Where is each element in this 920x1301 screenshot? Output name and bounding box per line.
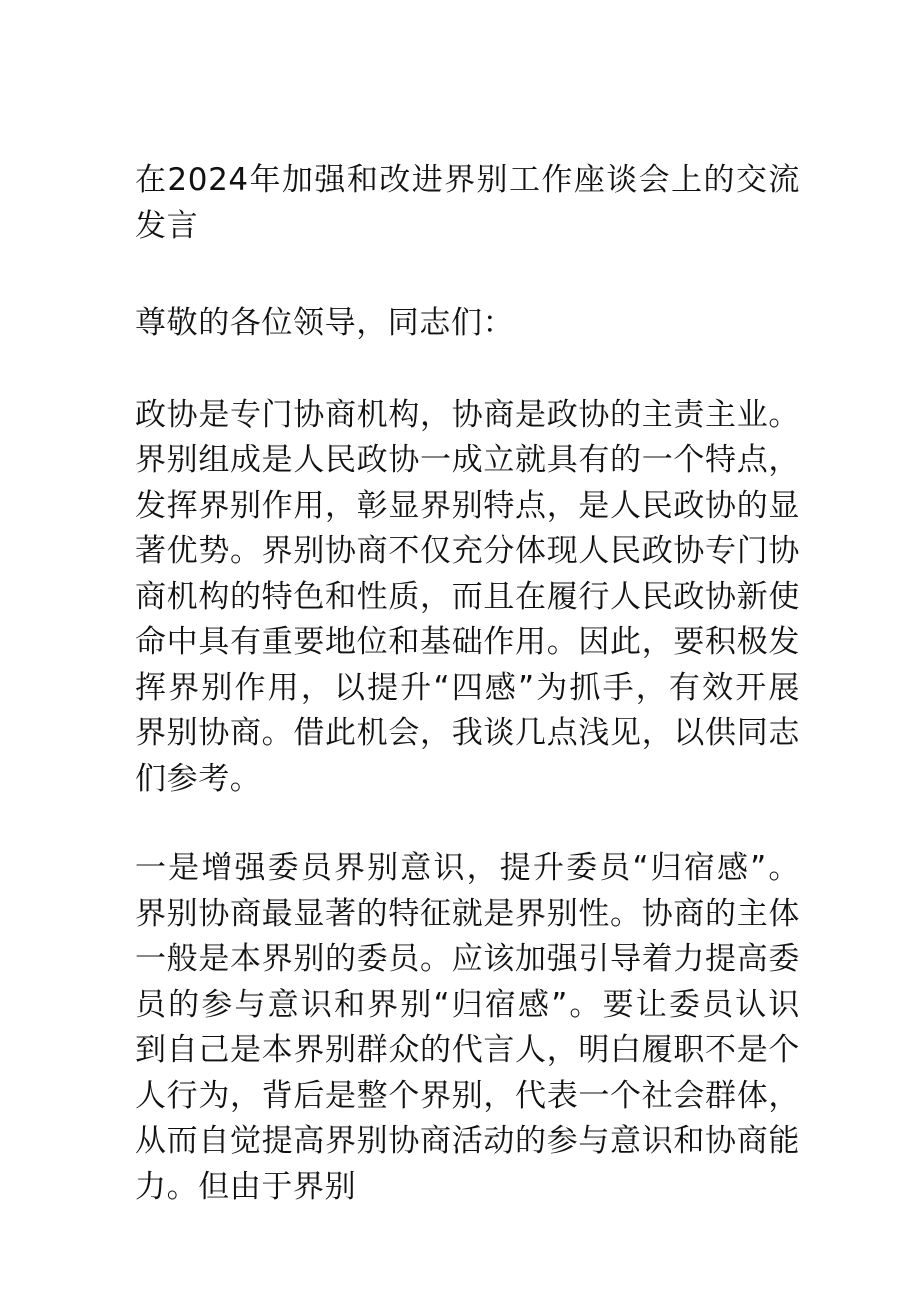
- paragraph-intro: 政协是专门协商机构，协商是政协的主责主业。界别组成是人民政协一成立就具有的一个特点，发挥界别作用，彰显界别特点，是人民政协的显著优势。界别协商不仅充分体现人民政协专门协商机构的特色和性质，而且在履行人民政协新使命中具有重要地位和基础作用。因此，要积极发挥界别作用，以提升“四感”为抓手，有效开展界别协商。借此机会，我谈几点浅见，以供同志们参考。: [135, 396, 800, 797]
- paragraph-point-one: 一是增强委员界别意识，提升委员“归宿感”。界别协商最显著的特征就是界别性。协商的主体一般是本界别的委员。应该加强引导着力提高委员的参与意识和界别“归宿感”。要让委员认识到自己是本界别群众的代言人，明白履职不是个人行为，背后是整个界别，代表一个社会群体，从而自觉提高界别协商活动的参与意识和协商能力。但由于界别: [135, 850, 800, 1205]
- document-title: 在2024年加强和改进界别工作座谈会上的交流发言: [135, 162, 800, 244]
- salutation: 尊敬的各位领导，同志们：: [135, 305, 515, 341]
- document-body: [135, 158, 800, 1210]
